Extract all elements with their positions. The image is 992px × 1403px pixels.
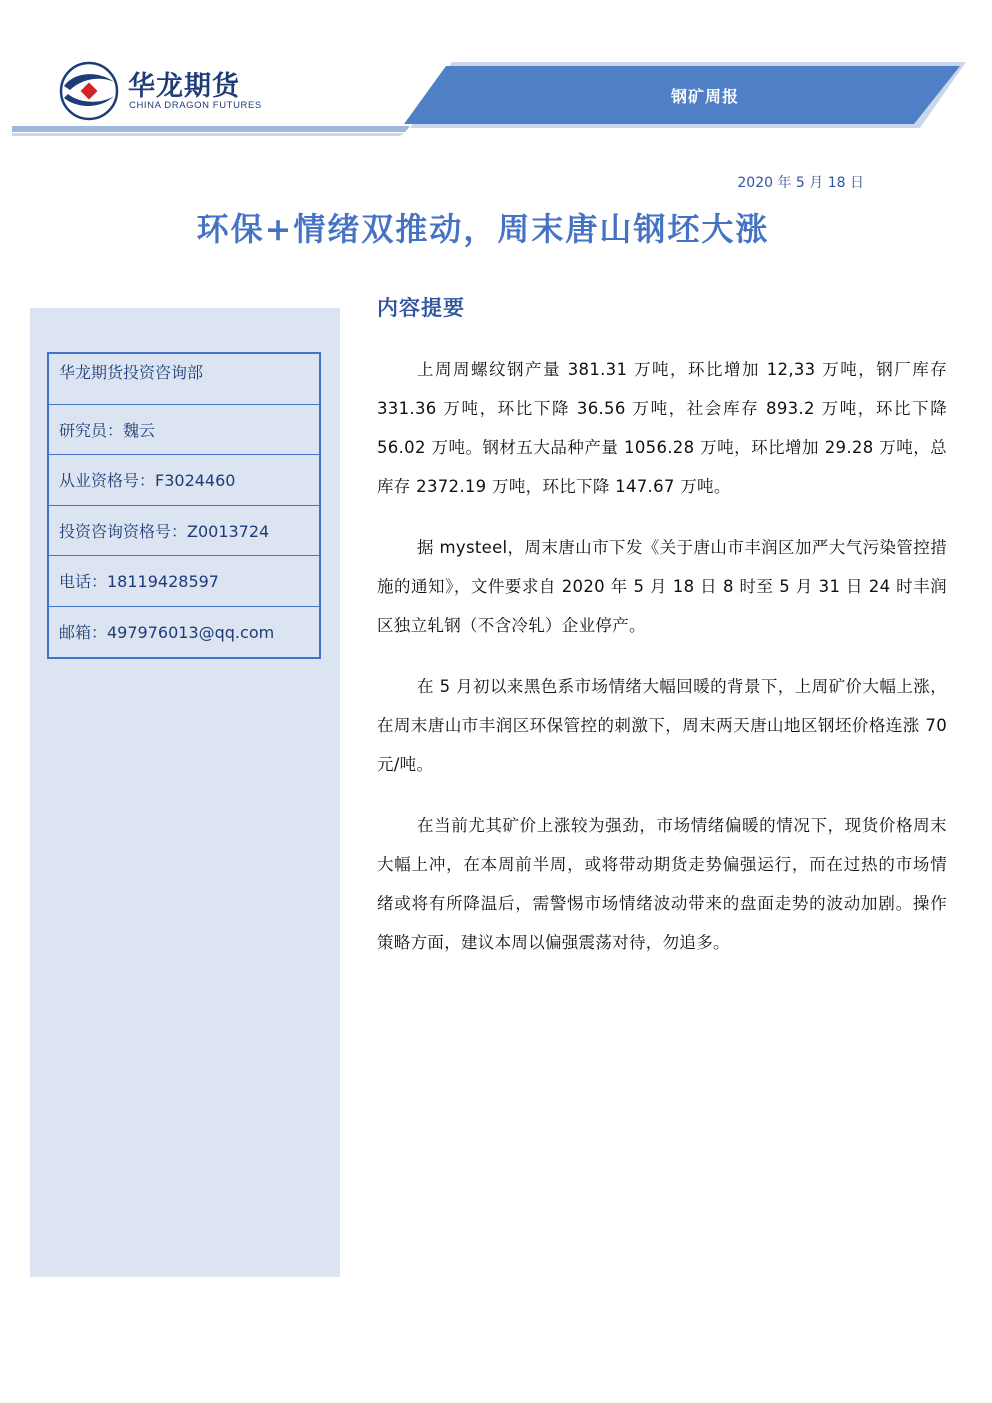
logo-english-name: CHINA DRAGON FUTURES: [129, 100, 262, 111]
department-row: 华龙期货投资咨询部: [49, 354, 319, 405]
page-header: [0, 0, 992, 150]
section-title: 内容提要: [377, 295, 465, 320]
summary-paragraph: 在 5 月初以来黑色系市场情绪大幅回暖的背景下，上周矿价大幅上涨，在周末唐山市丰润区环保管控的刺激下，周末两天唐山地区钢坯价格连涨 70 元/吨。: [377, 677, 947, 774]
analyst-info-table: [47, 352, 321, 659]
summary-paragraph: 据 mysteel，周末唐山市下发《关于唐山市丰润区加严大气污染管控措施的通知》，文件要求自 2020 年 5 月 18 日 8 时至 5 月 31 日 24 时丰润区独立轧钢（不含冷轧）企业停产。: [377, 538, 947, 635]
header-left-stripe: [12, 126, 410, 132]
report-type-label: 钢矿周报: [670, 87, 739, 106]
qualification-row: 从业资格号：F3024460: [49, 455, 319, 506]
report-title: 环保+情绪双推动，周末唐山钢坯大涨: [196, 210, 770, 248]
header-left-stripe-light: [12, 133, 404, 136]
researcher-row: 研究员：魏云: [49, 405, 319, 456]
summary-content: [377, 350, 947, 984]
phone-row: 电话：18119428597: [49, 556, 319, 607]
summary-paragraph: 在当前尤其矿价上涨较为强劲，市场情绪偏暖的情况下，现货价格周末大幅上冲，在本周前半周，或将带动期货走势偏强运行，而在过热的市场情绪或将有所降温后，需警惕市场情绪波动带来的盘面走势的波动加剧。操作策略方面，建议本周以偏强震荡对待，勿追多。: [377, 816, 947, 952]
report-date: 2020 年 5 月 18 日: [737, 175, 864, 191]
company-logo: [58, 60, 288, 122]
summary-paragraph: 上周周螺纹钢产量 381.31 万吨，环比增加 12,33 万吨，钢厂库存 331.36 万吨，环比下降 36.56 万吨，社会库存 893.2 万吨，环比下降 56.02 万吨。钢材五大品种产量 1056.28 万吨，环比增加 29.28 万吨，总库存 2372.19 万吨，环比下降 147.67 万吨。: [377, 360, 947, 496]
consulting-qualification-row: 投资咨询资格号：Z0013724: [49, 506, 319, 557]
logo-chinese-name: 华龙期货: [128, 71, 240, 102]
email-row: 邮箱：497976013@qq.com: [59, 623, 275, 643]
dragon-logo-icon: [58, 60, 120, 122]
